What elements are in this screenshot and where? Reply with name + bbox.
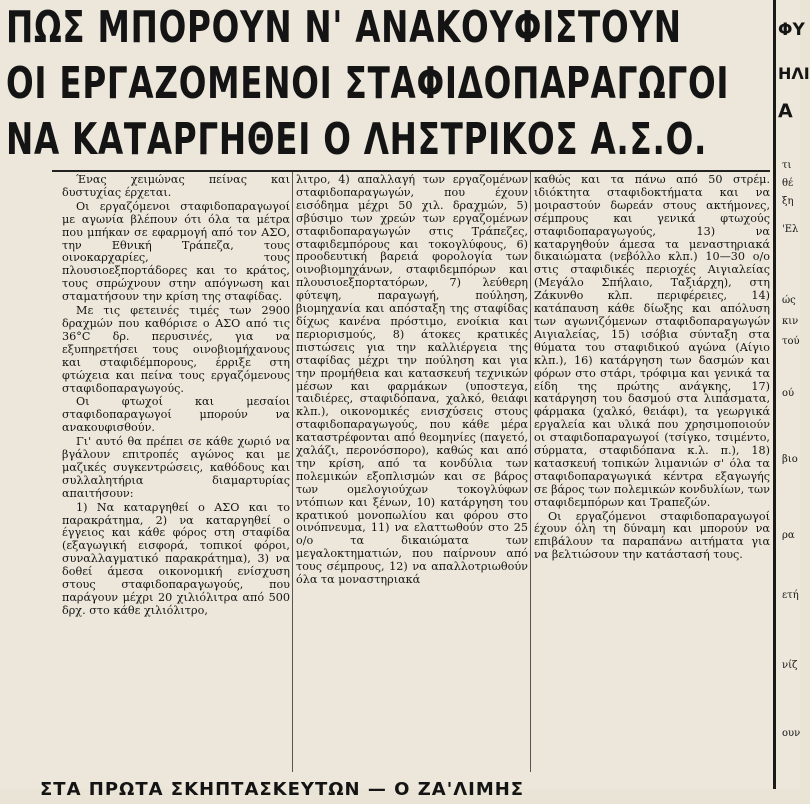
adjacent-headline-fragment: Α: [778, 100, 793, 122]
article-headline: [6, 0, 766, 172]
adjacent-text-fragment: ώς: [782, 295, 796, 306]
page-column-rule: [773, 0, 776, 789]
adjacent-text-fragment: θέ: [782, 178, 794, 189]
headline-line-3: ΝΑ ΚΑΤΑΡΓΗΘΕΙ Ο ΛΗΣΤΡΙΚΟΣ Α.Σ.Ο.: [6, 114, 708, 165]
article-column-1: [62, 174, 290, 618]
paragraph: καθώς και τα πάνω από 50 στρέμ. ιδιόκτητα σταφιδοκτήματα και να μοιραστούν δωρεάν στους ακτήμονες, σέμπρους και γενικά φτωχούς σταφιδοπαραγωγούς, 13) να καταργηθούν άμεσα τα μεναστηριακά δικαιώματα (νεβόλλο κλπ.) 10—30 ο/ο στις σταφιδικές περιοχές Αιγιαλείας (Μεγάλο Σπήλαιο, Ταξιάρχη), στη Ζάκυνθο κλπ. περιφέρειες, 14) κατάπαυση κάθε δίωξης και απόλυση των αγωνιζόμενων σταφιδοπαραγωγών Αιγιαλείας, 15) ισόβια σύνταξη στα θύματα του σταφιδικού αγώνα (Αίγιο κλπ.), 16) κατάργηση των δασμών και φόρων στο στάρι, τρόφιμα και γενικά τα είδη της πρώτης ανάγκης, 17) κατάργηση του δασμού στα λιπάσματα, φάρμακα (χαλκό, θειάφι), τα γεωργικά εργαλεία και υλικά που χρησιμοποιούν οι σταφιδοπαραγωγοί (τσίγκο, τσιμέντο, σύρματα, σταφιδόπανα κ.λ. π.), 18) κατασκευή τοπικών λιμανιών σ' όλα τα σταφιδοπαραγωγικά κέντρα εξαγωγής σε βάρος των πολεμικών κονδυλίων, των σταφιδεμπόρων και Τραπεζών.: [534, 173, 770, 509]
adjacent-article-edge: [778, 0, 810, 789]
paragraph: Οι φτωχοί και μεσαίοι σταφιδοπαραγωγοί μπορούν να ανακουφισθούν.: [62, 395, 290, 435]
adjacent-text-fragment: ξη: [782, 196, 794, 207]
adjacent-text-fragment: 'Ελ: [782, 224, 799, 235]
adjacent-text-fragment: βιο: [782, 454, 798, 465]
article-column-2: [296, 174, 528, 587]
column-divider: [530, 172, 531, 772]
paragraph: λιτρο, 4) απαλλαγή των εργαζομένων σταφιδοπαραγωγών, που έχουν εισόδημα μέχρι 50 χιλ. δραχμών, 5) σβύσιμο των χρεών των εργαζομένων σταφιδοπαραγωγών στις Τράπεζες, σταφιδεμπόρους και τοκογλύφους, 6) προοδευτική βαρειά φορολογία των οινοβιομηχάνων, σταφιδεμπόρων και πλουσιοεξπορτατόρων, 7) λεύθερη φύτεψη, παραγωγή, πούληση, βιομηχανία και απόσταξη της σταφίδας δίχως κανένα πρόστιμο, ενοίκια και περιορισμούς, 8) άτοκες κρατικές πιστώσεις για την καλλιέργεια της σταφίδας μέχρι την πούληση και για την προμήθεια και κατασκευή τεχνικών μέσων και φαρμάκων (υποστεγα, ταιδιέρες, σταφιδόπανα, χαλκό, θειάφι κλπ.), οικονομικές ενισχύσεις στους σταφιδοπαραγωγούς, που κάθε μέρα καταστρέφονται από θεομηνίες (παγετό, χαλάζι, περονόσπορο), καθώς και από την κρίση, από τα κονδύλια των πολεμικών εξοπλισμών και σε βάρος των ομελογιούχων τοκογλύφων ντόπιων και ξένων, 10) κατάργηση του κρατικού μονοπωλίου και φόρου στο οινόπνευμα, 11) να ελαττωθούν στο 25 ο/ο τα δικαιώματα των μεγαλοκτηματιών, που παίρνουν από τους σέμπρους, 12) να απαλλοτριωθούν όλα τα μοναστηριακά: [296, 173, 528, 587]
paragraph: Γι' αυτό θα πρέπει σε κάθε χωριό να βγάλουν επιτροπές αγώνος και με μαζικές συγκεντρώσεις, καθόδους και συλλαλητήρια διαμαρτυρίας απαιτήσουν:: [62, 435, 290, 500]
next-headline-cut: ΣΤΑ ΠΡΩΤΑ ΣΚΗΠΤΑΣΚΕΥΤΩΝ — Ο ΖΑ'ΛΙΜΗΣ: [40, 779, 525, 800]
headline-line-2: ΟΙ ΕΡΓΑΖΟΜΕΝΟΙ ΣΤΑΦΙΔΟΠΑΡΑΓΩΓΟΙ: [6, 58, 730, 109]
headline-line-1: ΠΩΣ ΜΠΟΡΟΥΝ Ν' ΑΝΑΚΟΥΦΙΣΤΟΥΝ: [6, 2, 682, 53]
paragraph: Οι εργαζόμενοι σταφιδοπαραγωγοί έχουν όλη τη δύναμη και μπορούν να επιβάλουν τα παραπάνω αιτήματα για να βελτιώσουν την κατάστασή τους.: [534, 509, 770, 562]
headline-divider: [52, 170, 770, 172]
adjacent-text-fragment: ουν: [782, 728, 801, 739]
column-divider: [292, 172, 293, 772]
paragraph: Οι εργαζόμενοι σταφιδοπαραγωγοί με αγωνία βλέπουν ότι όλα τα μέτρα που μπήκαν σε εφαρμογή από τον ΑΣΟ, την Εθνική Τράπεζα, τους οινοκαρχαρίες, τους πλουσιοεξπορτάδορες και το κράτος, τους σπρώχνουν στην απόγνωση και σταματήσουν την κρίση της σταφίδας.: [62, 199, 290, 304]
adjacent-headline-fragment: ΦΥ: [778, 20, 805, 40]
adjacent-text-fragment: κιν: [782, 316, 799, 327]
adjacent-text-fragment: τι: [782, 160, 792, 171]
adjacent-text-fragment: τού: [782, 336, 800, 347]
paragraph: 1) Να καταργηθεί ο ΑΣΟ και το παρακράτημα, 2) να καταργηθεί ο έγγειος και κάθε φόρος στη σταφίδα (εξαγωγική εισφορά, τοπικοί φόροι, συναλλαγματικό παρακράτημα), 3) να δοθεί άμεσα οικονομική ενίσχυση στους σταφιδοπαραγωγούς, που παράγουν μέχρι 20 χιλιόλιτρα από 500 δρχ. στο κάθε χιλιόλιτρο,: [62, 500, 290, 617]
article-column-3: [534, 174, 770, 562]
adjacent-text-fragment: ετή: [782, 590, 799, 601]
adjacent-headline-fragment: ΗΛΙ: [778, 64, 810, 83]
adjacent-text-fragment: νίζ: [782, 660, 798, 671]
adjacent-text-fragment: ρα: [782, 530, 795, 541]
paragraph: Ένας χειμώνας πείνας και δυστυχίας έρχεται.: [62, 173, 290, 199]
paragraph: Με τις φετεινές τιμές των 2900 δραχμών που καθόρισε ο ΑΣΟ από τις 36°C δρ. περυσινές, για να εξυπηρετήσει τους οινοβιομήχανους και σταφιδέμπορους, έρριξε στη φτώχεια και πείνα τους εργαζόμενους σταφιδοπαραγωγούς.: [62, 304, 290, 395]
adjacent-text-fragment: ού: [782, 388, 795, 399]
